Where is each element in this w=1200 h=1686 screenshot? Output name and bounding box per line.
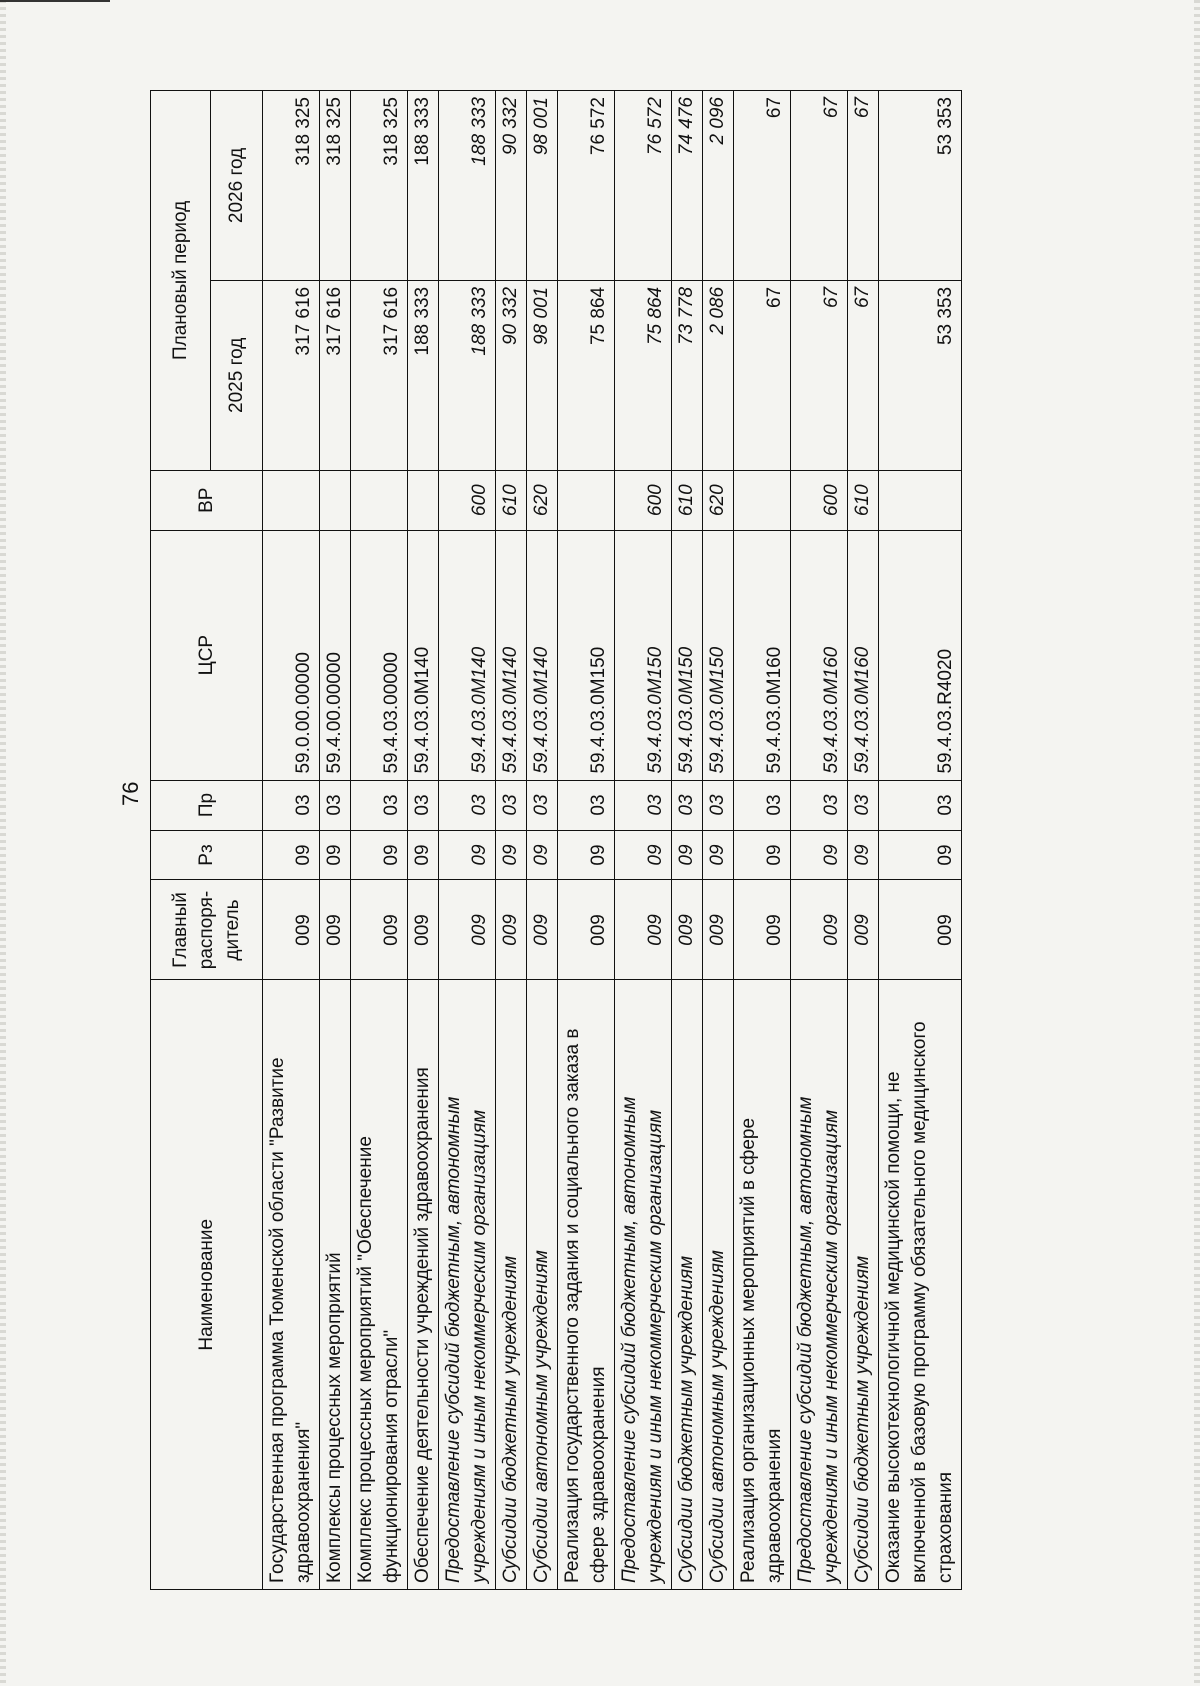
table-row xyxy=(734,91,791,1590)
cell-vr xyxy=(263,470,320,530)
cell-vr xyxy=(408,470,439,530)
table-row xyxy=(703,91,734,1590)
cell-vr: 610 xyxy=(848,470,879,530)
cell-pr: 03 xyxy=(615,780,672,830)
cell-2025: 73 778 xyxy=(672,280,703,470)
cell-2026: 76 572 xyxy=(615,91,672,281)
table-row xyxy=(672,91,703,1590)
cell-2026: 98 001 xyxy=(527,91,558,281)
cell-name: Реализация организационных мероприятий в сфере здравоохранения xyxy=(734,980,791,1590)
cell-rz: 09 xyxy=(734,830,791,880)
cell-name: Государственная программа Тюменской области "Развитие здравоохранения" xyxy=(263,980,320,1590)
cell-name: Комплексы процессных мероприятий xyxy=(320,980,351,1590)
table-row xyxy=(320,91,351,1590)
cell-name: Комплекс процессных мероприятий "Обеспечение функционирования отрасли" xyxy=(351,980,408,1590)
header-vr: ВР xyxy=(151,470,263,530)
cell-name: Оказание высокотехнологичной медицинской помощи, не включенной в базовую программу обязательного медицинского страхования xyxy=(879,980,962,1590)
cell-gr: 009 xyxy=(558,880,615,980)
cell-2025: 90 332 xyxy=(496,280,527,470)
cell-csr: 59.4.03.R4020 xyxy=(879,530,962,780)
cell-2026: 67 xyxy=(734,91,791,281)
cell-2026: 67 xyxy=(848,91,879,281)
cell-pr: 03 xyxy=(879,780,962,830)
cell-csr: 59.4.03.0М140 xyxy=(496,530,527,780)
cell-csr: 59.4.03.0М160 xyxy=(791,530,848,780)
cell-gr: 009 xyxy=(439,880,496,980)
cell-rz: 09 xyxy=(351,830,408,880)
cell-2026: 188 333 xyxy=(439,91,496,281)
cell-2025: 188 333 xyxy=(439,280,496,470)
cell-pr: 03 xyxy=(320,780,351,830)
table-row xyxy=(848,91,879,1590)
cell-vr: 620 xyxy=(703,470,734,530)
table-row xyxy=(351,91,408,1590)
cell-pr: 03 xyxy=(351,780,408,830)
cell-2026: 188 333 xyxy=(408,91,439,281)
cell-vr xyxy=(879,470,962,530)
budget-table xyxy=(150,90,962,1590)
cell-rz: 09 xyxy=(558,830,615,880)
cell-rz: 09 xyxy=(439,830,496,880)
cell-gr: 009 xyxy=(791,880,848,980)
cell-2025: 75 864 xyxy=(558,280,615,470)
cell-pr: 03 xyxy=(558,780,615,830)
cell-csr: 59.4.03.0М140 xyxy=(439,530,496,780)
cell-rz: 09 xyxy=(496,830,527,880)
cell-csr: 59.4.03.0М150 xyxy=(615,530,672,780)
cell-2025: 317 616 xyxy=(320,280,351,470)
cell-gr: 009 xyxy=(320,880,351,980)
cell-pr: 03 xyxy=(703,780,734,830)
cell-2025: 317 616 xyxy=(263,280,320,470)
cell-rz: 09 xyxy=(848,830,879,880)
cell-csr: 59.4.03.0М140 xyxy=(408,530,439,780)
table-row xyxy=(527,91,558,1590)
top-rule xyxy=(0,0,110,2)
header-gr: Главный распоря-дитель xyxy=(151,880,263,980)
cell-2026: 318 325 xyxy=(351,91,408,281)
cell-name: Реализация государственного задания и социального заказа в сфере здравоохранения xyxy=(558,980,615,1590)
cell-gr: 009 xyxy=(703,880,734,980)
cell-2026: 53 353 xyxy=(879,91,962,281)
cell-name: Обеспечение деятельности учреждений здравоохранения xyxy=(408,980,439,1590)
cell-pr: 03 xyxy=(496,780,527,830)
cell-2026: 67 xyxy=(791,91,848,281)
cell-csr: 59.4.03.00000 xyxy=(351,530,408,780)
cell-2026: 2 096 xyxy=(703,91,734,281)
header-2026: 2026 год xyxy=(211,91,263,281)
header-planned-period: Плановый период xyxy=(151,91,211,471)
cell-csr: 59.4.03.0М160 xyxy=(734,530,791,780)
cell-gr: 009 xyxy=(408,880,439,980)
cell-2025: 67 xyxy=(791,280,848,470)
cell-2025: 53 353 xyxy=(879,280,962,470)
cell-gr: 009 xyxy=(848,880,879,980)
cell-rz: 09 xyxy=(527,830,558,880)
cell-gr: 009 xyxy=(263,880,320,980)
cell-gr: 009 xyxy=(672,880,703,980)
scan-edge-right xyxy=(1194,0,1200,1686)
cell-csr: 59.4.03.0М150 xyxy=(672,530,703,780)
cell-2026: 76 572 xyxy=(558,91,615,281)
table-body xyxy=(263,91,962,1590)
cell-vr xyxy=(558,470,615,530)
cell-pr: 03 xyxy=(672,780,703,830)
cell-vr xyxy=(734,470,791,530)
table-row xyxy=(439,91,496,1590)
cell-name: Предоставление субсидий бюджетным, автономным учреждениям и иным некоммерческим организациям xyxy=(791,980,848,1590)
cell-pr: 03 xyxy=(263,780,320,830)
cell-2025: 67 xyxy=(848,280,879,470)
scan-edge-left xyxy=(0,0,6,1686)
cell-pr: 03 xyxy=(734,780,791,830)
cell-name: Предоставление субсидий бюджетным, автономным учреждениям и иным некоммерческим организациям xyxy=(439,980,496,1590)
cell-2026: 74 476 xyxy=(672,91,703,281)
table-row xyxy=(496,91,527,1590)
cell-2026: 318 325 xyxy=(320,91,351,281)
cell-pr: 03 xyxy=(848,780,879,830)
cell-gr: 009 xyxy=(734,880,791,980)
cell-2026: 90 332 xyxy=(496,91,527,281)
header-name: Наименование xyxy=(151,980,263,1590)
table-row xyxy=(263,91,320,1590)
header-pr: Пр xyxy=(151,780,263,830)
cell-csr: 59.4.03.0М140 xyxy=(527,530,558,780)
cell-2025: 317 616 xyxy=(351,280,408,470)
cell-vr: 610 xyxy=(672,470,703,530)
cell-csr: 59.4.03.0М150 xyxy=(558,530,615,780)
table-row xyxy=(615,91,672,1590)
cell-rz: 09 xyxy=(791,830,848,880)
cell-csr: 59.4.00.00000 xyxy=(320,530,351,780)
cell-2025: 98 001 xyxy=(527,280,558,470)
cell-2025: 2 086 xyxy=(703,280,734,470)
cell-rz: 09 xyxy=(408,830,439,880)
cell-rz: 09 xyxy=(320,830,351,880)
cell-2025: 67 xyxy=(734,280,791,470)
cell-name: Субсидии автономным учреждениям xyxy=(527,980,558,1590)
cell-name: Субсидии бюджетным учреждениям xyxy=(672,980,703,1590)
cell-name: Субсидии бюджетным учреждениям xyxy=(848,980,879,1590)
cell-vr xyxy=(351,470,408,530)
table-row xyxy=(408,91,439,1590)
cell-name: Субсидии автономным учреждениям xyxy=(703,980,734,1590)
cell-gr: 009 xyxy=(351,880,408,980)
cell-rz: 09 xyxy=(879,830,962,880)
cell-vr: 600 xyxy=(791,470,848,530)
cell-vr: 600 xyxy=(615,470,672,530)
cell-rz: 09 xyxy=(703,830,734,880)
cell-vr: 620 xyxy=(527,470,558,530)
cell-csr: 59.0.00.00000 xyxy=(263,530,320,780)
cell-rz: 09 xyxy=(672,830,703,880)
header-2025: 2025 год xyxy=(211,280,263,470)
cell-vr xyxy=(320,470,351,530)
cell-gr: 009 xyxy=(879,880,962,980)
cell-gr: 009 xyxy=(615,880,672,980)
cell-2025: 75 864 xyxy=(615,280,672,470)
header-rz: Рз xyxy=(151,830,263,880)
table-row xyxy=(558,91,615,1590)
cell-pr: 03 xyxy=(791,780,848,830)
cell-csr: 59.4.03.0М150 xyxy=(703,530,734,780)
table-row xyxy=(791,91,848,1590)
cell-rz: 09 xyxy=(263,830,320,880)
header-csr: ЦСР xyxy=(151,530,263,780)
cell-pr: 03 xyxy=(439,780,496,830)
cell-2025: 188 333 xyxy=(408,280,439,470)
cell-vr: 610 xyxy=(496,470,527,530)
cell-pr: 03 xyxy=(527,780,558,830)
cell-pr: 03 xyxy=(408,780,439,830)
cell-name: Субсидии бюджетным учреждениям xyxy=(496,980,527,1590)
table-row xyxy=(879,91,962,1590)
cell-gr: 009 xyxy=(496,880,527,980)
rotated-budget-table xyxy=(150,90,1010,1590)
cell-vr: 600 xyxy=(439,470,496,530)
cell-2026: 318 325 xyxy=(263,91,320,281)
cell-name: Предоставление субсидий бюджетным, автономным учреждениям и иным некоммерческим организациям xyxy=(615,980,672,1590)
page-number: 76 xyxy=(118,781,143,806)
cell-csr: 59.4.03.0М160 xyxy=(848,530,879,780)
cell-rz: 09 xyxy=(615,830,672,880)
cell-gr: 009 xyxy=(527,880,558,980)
